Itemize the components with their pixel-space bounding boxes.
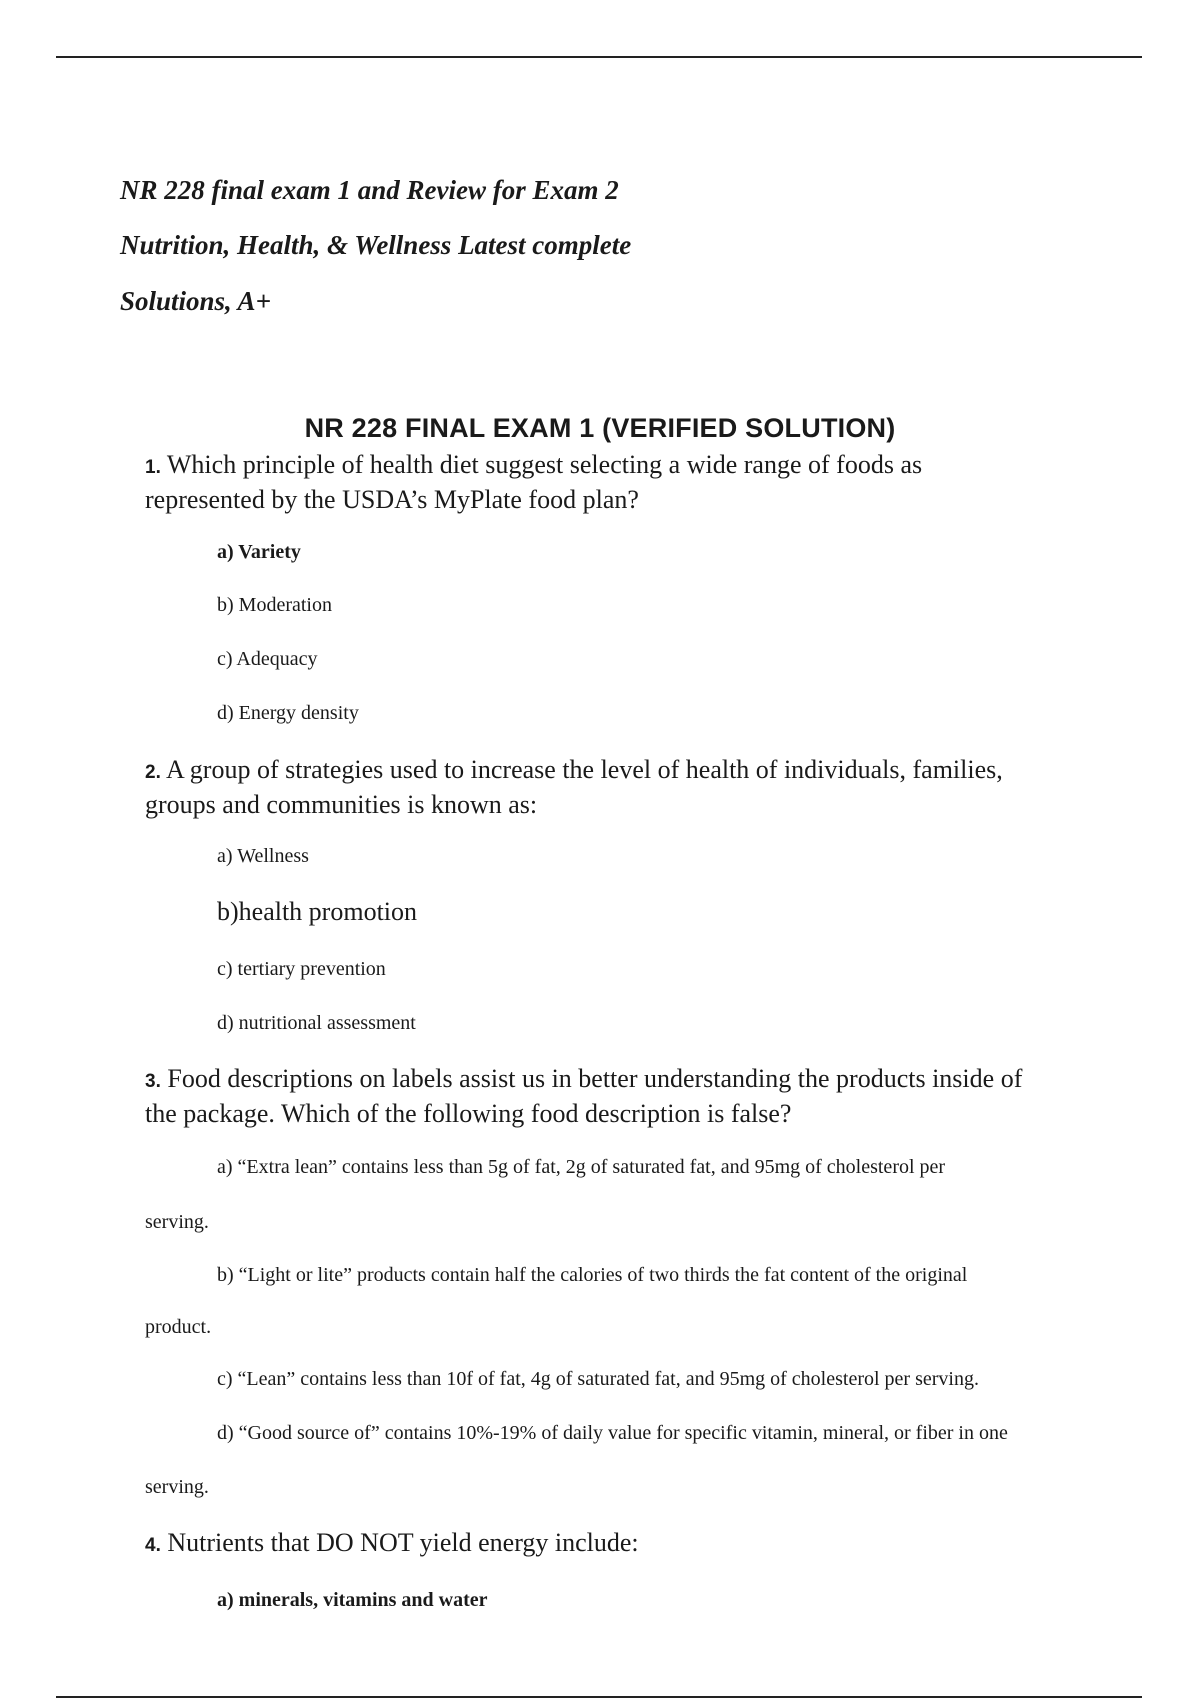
q3-option-b: b) “Light or lite” products contain half the calories of two thirds the fat content of the original bbox=[217, 1264, 968, 1286]
doc-title-line-1: NR 228 final exam 1 and Review for Exam 2 bbox=[120, 175, 619, 205]
bottom-rule bbox=[56, 1696, 1142, 1698]
q2-option-a: a) Wellness bbox=[217, 845, 309, 867]
question-text: Food descriptions on labels assist us in better understanding the products inside of the package. Which of the following food description is false? bbox=[145, 1064, 1023, 1128]
doc-title-line-3: Solutions, A+ bbox=[120, 286, 271, 316]
section-heading: NR 228 FINAL EXAM 1 (VERIFIED SOLUTION) bbox=[304, 413, 896, 443]
question-number: 2. bbox=[145, 762, 161, 783]
q1-option-d: d) Energy density bbox=[217, 702, 359, 724]
q4-option-a: a) minerals, vitamins and water bbox=[217, 1589, 488, 1611]
question-text: Nutrients that DO NOT yield energy include: bbox=[167, 1528, 639, 1557]
q3-option-a-continuation: serving. bbox=[145, 1211, 209, 1233]
q2-option-b: b)health promotion bbox=[217, 897, 418, 926]
question-4 bbox=[145, 1527, 1045, 1562]
q2-option-d: d) nutritional assessment bbox=[217, 1012, 416, 1034]
question-2 bbox=[145, 754, 1045, 821]
question-3 bbox=[145, 1063, 1045, 1130]
question-1 bbox=[145, 449, 1045, 516]
top-rule bbox=[56, 56, 1142, 58]
q3-option-d: d) “Good source of” contains 10%-19% of daily value for specific vitamin, mineral, or fiber in one bbox=[217, 1422, 1008, 1444]
question-text: Which principle of health diet suggest selecting a wide range of foods as represented by the USDA’s MyPlate food plan? bbox=[145, 450, 923, 514]
q1-option-c: c) Adequacy bbox=[217, 648, 318, 670]
q1-option-a: a) Variety bbox=[217, 541, 301, 563]
q3-option-b-continuation: product. bbox=[145, 1316, 212, 1338]
doc-title-line-2: Nutrition, Health, & Wellness Latest complete bbox=[120, 230, 632, 260]
q2-option-c: c) tertiary prevention bbox=[217, 958, 386, 980]
q3-option-d-continuation: serving. bbox=[145, 1476, 209, 1498]
question-text: A group of strategies used to increase the level of health of individuals, families, groups and communities is known as: bbox=[145, 755, 1003, 819]
q3-option-c: c) “Lean” contains less than 10f of fat, 4g of saturated fat, and 95mg of cholesterol per serving. bbox=[217, 1368, 979, 1390]
question-number: 4. bbox=[145, 1535, 161, 1556]
question-number: 3. bbox=[145, 1071, 161, 1092]
q1-option-b: b) Moderation bbox=[217, 594, 332, 616]
question-number: 1. bbox=[145, 457, 161, 478]
q3-option-a: a) “Extra lean” contains less than 5g of fat, 2g of saturated fat, and 95mg of cholesterol per bbox=[217, 1156, 946, 1178]
